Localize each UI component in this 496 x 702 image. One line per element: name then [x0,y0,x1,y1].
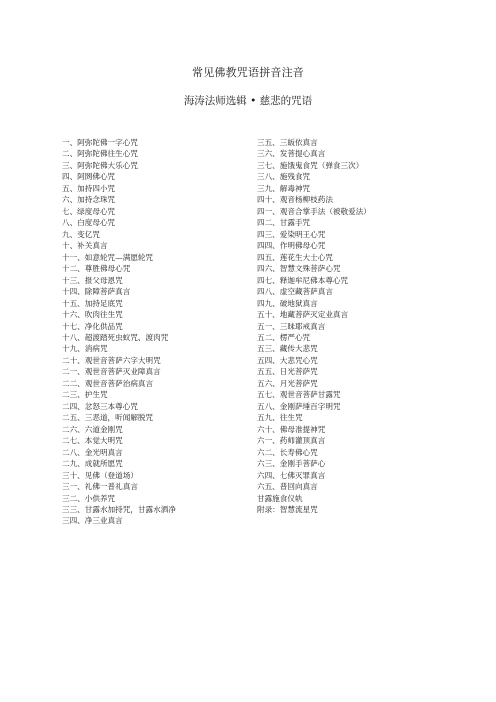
toc-entry: 五六、月光菩萨咒 [257,378,318,388]
toc-entry: 五十、地藏菩萨灭定业真言 [257,310,349,320]
toc-entry: 二七、本觉大明咒 [62,436,123,446]
toc-entry: 十五、加持足底咒 [62,298,123,308]
toc-entry: 十八、超渡踏死虫蚁咒、渡肉咒 [62,332,169,342]
toc-entry: 二二、观世音菩萨治病真言 [62,378,154,388]
toc-entry: 四九、破地狱真言 [257,298,318,308]
toc-entry: 三三、甘露水加持咒，甘露水洒净 [62,505,176,514]
toc-entry: 四五、莲花生大士心咒 [257,252,333,262]
toc-entry: 甘露施食仪轨 [257,493,303,503]
toc-entry: 四三、爱染明王心咒 [257,229,326,239]
toc-entry: 五一、三昧耶戒真言 [257,321,326,331]
toc-entry: 八、白度母心咒 [62,218,116,228]
toc-entry: 七、绿度母心咒 [62,206,116,216]
toc-entry: 十一、如意轮咒—满愿轮咒 [62,252,154,262]
toc-entry: 四七、释迦牟尼佛本尊心咒 [257,275,349,285]
toc-entry: 五、加持四小咒 [62,183,116,193]
toc-entry: 五九、往生咒 [257,413,303,423]
toc-entry: 三十、见佛（登道场） [62,470,138,480]
toc-entry: 六五、普回向真言 [257,482,318,492]
toc-entry: 二五、三恶道，听闻解脱咒 [62,413,154,423]
toc-entry: 三四、净三业真言 [62,516,123,526]
toc-entry: 五八、金刚萨埵百字明咒 [257,401,341,411]
toc-entry: 二六、六道金刚咒 [62,424,123,434]
toc-entry: 三五、三皈依真言 [257,138,318,147]
toc-entry: 四四、作明佛母心咒 [257,241,326,251]
toc-entry: 十、补关真言 [62,241,108,251]
toc-entry: 四十、观音杨柳枝药法 [257,195,333,205]
toc-entry: 三六、发菩提心真言 [257,149,326,159]
toc-entry: 二三、护生咒 [62,390,108,400]
toc-entry: 四一、观音合掌手法（被敬爱法） [257,206,371,216]
toc-entry: 二十、观世音菩萨六字大明咒 [62,355,161,365]
toc-entry: 三二、小供养咒 [62,493,116,503]
toc-entry: 二八、金光明真言 [62,447,123,457]
toc-entry: 六二、长寿佛心咒 [257,447,318,457]
toc-entry: 六一、药师灌顶真言 [257,436,326,446]
toc-entry: 九、变亿咒 [62,229,100,239]
document-title: 常见佛教咒语拼音注音 [192,66,304,79]
toc-entry: 五三、藏传大悲咒 [257,344,318,354]
toc-entry: 六三、金刚手菩萨心 [257,459,326,469]
toc-entry: 二四、忿怒三本尊心咒 [62,401,138,411]
toc-entry: 十四、除障菩萨真言 [62,287,131,297]
toc-entry: 十二、尊胜佛母心咒 [62,264,131,274]
toc-entry: 六四、七佛灭罪真言 [257,470,326,480]
toc-entry: 三七、施饿鬼食咒（弹食三次） [257,160,364,170]
toc-left-column [62,137,176,527]
toc-entry: 五二、楞严心咒 [257,332,311,342]
toc-entry: 五五、日光菩萨咒 [257,367,318,377]
toc-entry: 四二、甘露手咒 [257,218,311,228]
toc-entry: 一、阿弥陀佛一字心咒 [62,138,138,147]
toc-entry: 三八、施残食咒 [257,172,311,182]
toc-entry: 十三、报父母恩咒 [62,275,123,285]
toc-entry: 二九、成就所愿咒 [62,459,123,469]
toc-entry: 四八、虚空藏菩萨真言 [257,287,333,297]
toc-entry: 二一、观世音菩萨灭业障真言 [62,367,161,377]
toc-entry: 四六、智慧文殊菩萨心咒 [257,264,341,274]
toc-entry: 三一、礼佛一普礼真言 [62,482,138,492]
toc-entry: 附录：智慧流星咒 [257,505,318,514]
document-subtitle: 海涛法师选辑 • 慈悲的咒语 [183,95,313,107]
toc-entry: 十七、净化供品咒 [62,321,123,331]
toc-entry: 四、阿閦佛心咒 [62,172,116,182]
toc-right-column [257,137,371,515]
toc-entry: 三、阿弥陀佛大乐心咒 [62,160,138,170]
toc-entry: 十六、吹肉往生咒 [62,310,123,320]
toc-entry: 六、加持念珠咒 [62,195,116,205]
toc-entry: 六十、佛母准提神咒 [257,424,326,434]
toc-entry: 二、阿弥陀佛往生心咒 [62,149,138,159]
toc-entry: 十九、消病咒 [62,344,108,354]
toc-entry: 三九、解毒神咒 [257,183,311,193]
toc-entry: 五七、观世音菩萨甘露咒 [257,390,341,400]
toc-entry: 五四、大悲咒心咒 [257,355,318,365]
